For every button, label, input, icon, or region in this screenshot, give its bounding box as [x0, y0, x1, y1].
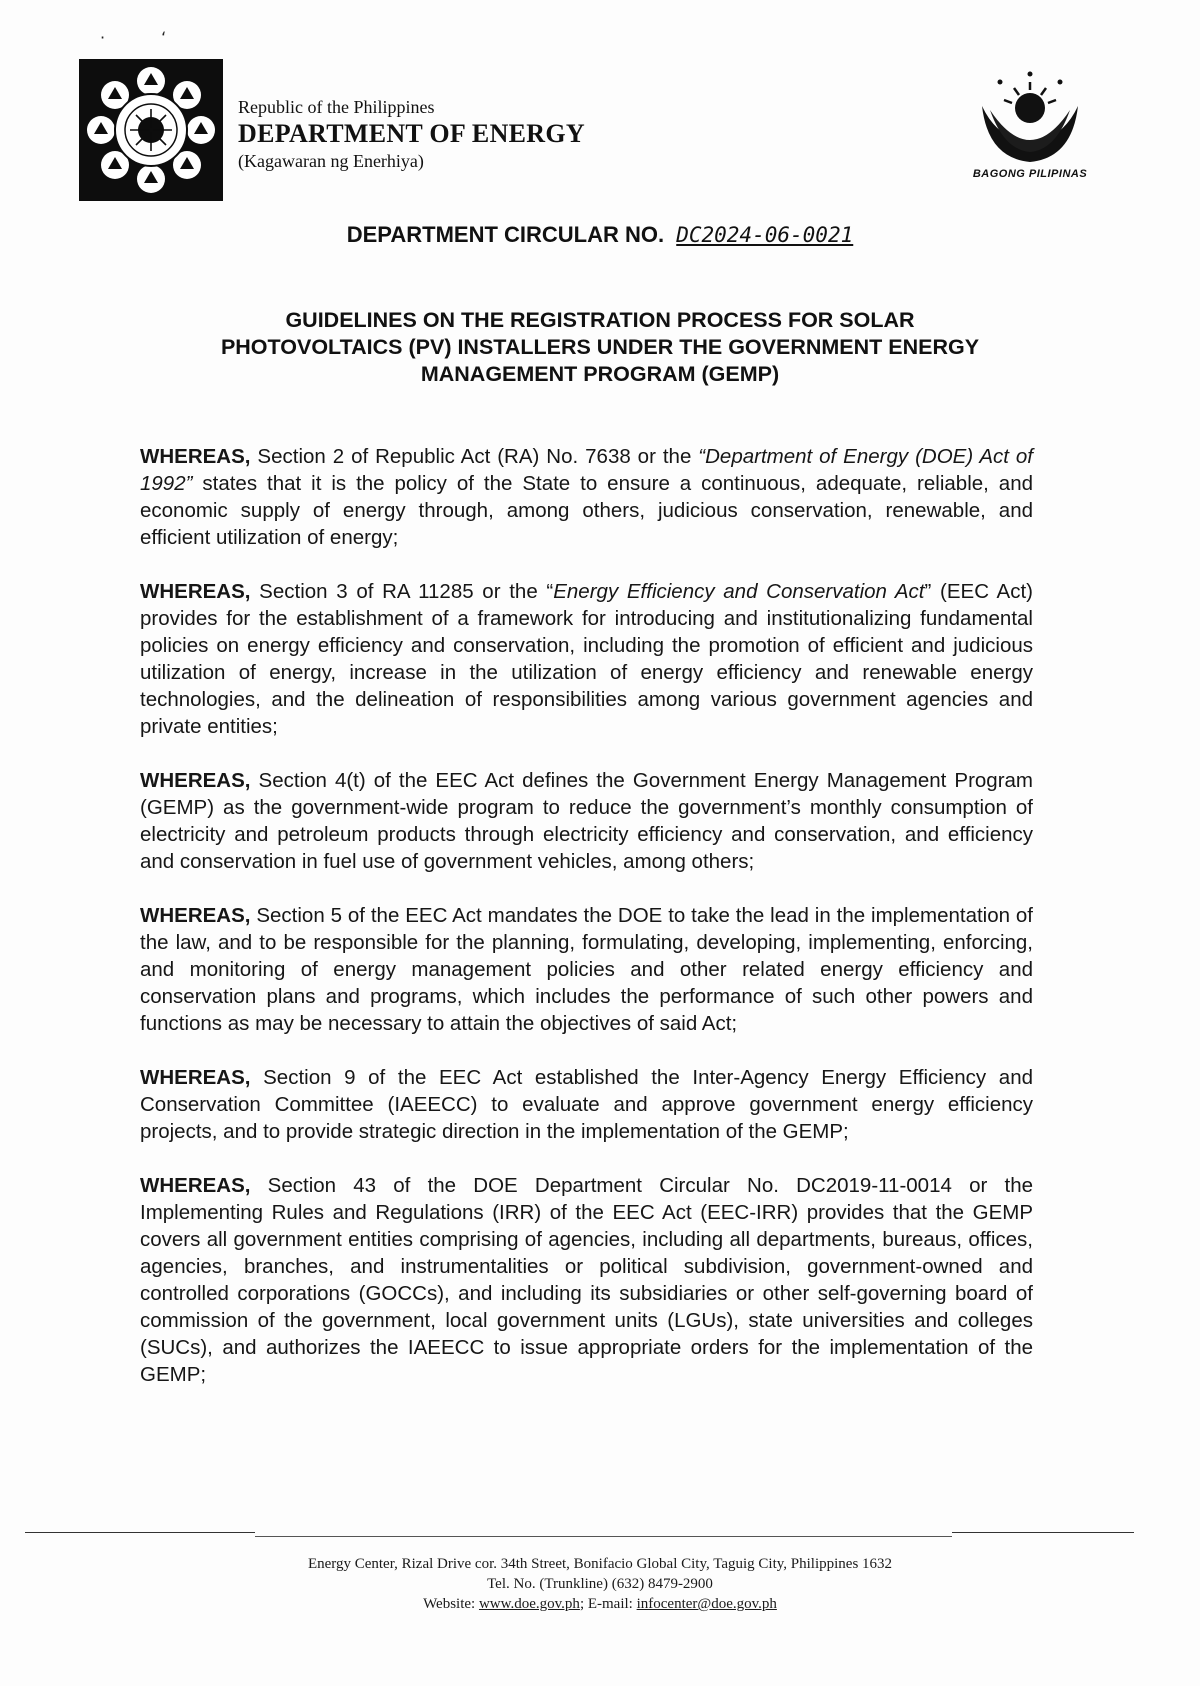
clause-text: states that it is the policy of the State to ensure a continuous, adequate, reliable, and economic supply of energy through, among others, judicious conservation, renewable, and efficient utilization of energy; — [140, 472, 1033, 549]
footer-divider-middle — [255, 1536, 952, 1537]
email-link[interactable]: infocenter@doe.gov.ph — [636, 1596, 777, 1612]
circular-label: DEPARTMENT CIRCULAR NO. — [346, 222, 665, 247]
whereas-clause-6 — [140, 1172, 1033, 1388]
department-name: DEPARTMENT OF ENERGY — [238, 119, 585, 148]
whereas-lead: WHEREAS, — [140, 1174, 251, 1197]
website-link[interactable]: www.doe.gov.ph — [478, 1596, 580, 1612]
doe-seal-logo — [79, 59, 223, 201]
scan-specks: · ‘ — [100, 28, 167, 47]
clause-text: Section 9 of the EEC Act established the Inter-Agency Energy Efficiency and Conservation Committee (IAEECC) to evaluate and approve government energy efficiency projects, and to provide strategic direction in the implementation of the GEMP; — [140, 1066, 1033, 1143]
clause-text: Section 3 of RA 11285 or the “ — [250, 580, 554, 603]
footer-address: Energy Center, Rizal Drive cor. 34th Street, Bonifacio Global City, Taguig City, Philippines 1632 — [307, 1556, 893, 1572]
whereas-lead: WHEREAS, — [140, 904, 251, 927]
whereas-clause-5 — [140, 1064, 1033, 1145]
email-label: ; E-mail: — [579, 1596, 637, 1612]
department-tagalog-name: (Kagawaran ng Enerhiya) — [238, 151, 424, 171]
footer-divider-left — [25, 1532, 255, 1533]
clause-text: Section 43 of the DOE Department Circular No. DC2019-11-0014 or the Implementing Rules and Regulations (IRR) of the EEC Act (EEC-IRR) provides that the GEMP covers all government entities comprising of agencies, including all departments, bureaus, offices, agencies, branches, and instrumentalities or political subdivision, government-owned and controlled corporations (GOCCs), and including its subsidiaries or other self-governing board of commission of the government, local government units (LGUs), state universities and colleges (SUCs), and authorizes the IAEECC to issue appropriate orders for the implementation of the GEMP; — [140, 1174, 1033, 1386]
bagong-pilipinas-emblem — [970, 70, 1090, 170]
title-line: PHOTOVOLTAICS (PV) INSTALLERS UNDER THE GOVERNMENT ENERGY — [220, 335, 980, 359]
footer-divider-right — [952, 1532, 1134, 1533]
doe-seal-graphic — [79, 59, 223, 201]
bagong-pilipinas-logo — [955, 70, 1105, 192]
footer-telephone: Tel. No. (Trunkline) (632) 8479-2900 — [487, 1576, 713, 1592]
whereas-clause-3 — [140, 767, 1033, 875]
bagong-pilipinas-caption: BAGONG PILIPINAS — [972, 168, 1088, 180]
republic-line: Republic of the Philippines — [238, 97, 435, 117]
circular-number-line — [0, 222, 1200, 248]
whereas-clause-4 — [140, 902, 1033, 1037]
whereas-lead: WHEREAS, — [140, 445, 251, 468]
clause-text: Section 5 of the EEC Act mandates the DOE to take the lead in the implementation of the law, and to be responsible for the planning, formulating, developing, implementing, enforcing, and monitoring of energy management policies and other related energy efficiency and conservation plans and programs, which includes the performance of such other powers and functions as may be necessary to attain the objectives of said Act; — [140, 904, 1033, 1035]
website-label: Website: — [423, 1596, 479, 1612]
clause-italic-text: “Department of Energy (DOE) Act of 1992” — [140, 445, 1033, 495]
title-line: MANAGEMENT PROGRAM (GEMP) — [420, 362, 780, 386]
clause-text: Section 2 of Republic Act (RA) No. 7638 or the — [250, 445, 699, 468]
circular-title — [130, 307, 1070, 388]
footer-web-email — [0, 1594, 1200, 1614]
whereas-lead: WHEREAS, — [140, 769, 251, 792]
clause-italic-text: Energy Efficiency and Conservation Act — [553, 580, 925, 603]
whereas-lead: WHEREAS, — [140, 1066, 251, 1089]
agency-header — [238, 96, 585, 172]
circular-number: DC2024-06-0021 — [676, 223, 854, 247]
whereas-lead: WHEREAS, — [140, 580, 251, 603]
circular-body — [140, 443, 1033, 1415]
clause-text: Section 4(t) of the EEC Act defines the Government Energy Management Program (GEMP) as the government-wide program to reduce the government’s monthly consumption of electricity and petroleum products through electricity efficiency and conservation, and efficiency and conservation in fuel use of government vehicles, among others; — [140, 769, 1033, 873]
whereas-clause-2 — [140, 578, 1033, 740]
title-line: GUIDELINES ON THE REGISTRATION PROCESS FOR SOLAR — [285, 308, 915, 332]
clause-text: ” (EEC Act) provides for the establishment of a framework for introducing and institutionalizing fundamental policies on energy efficiency and conservation, including the promotion of efficient and judicious utilization of energy, increase in the utilization of energy efficiency and renewable energy technologies, and the delineation of responsibilities among various government agencies and private entities; — [140, 580, 1034, 738]
footer-contact — [0, 1554, 1200, 1614]
whereas-clause-1 — [140, 443, 1033, 551]
